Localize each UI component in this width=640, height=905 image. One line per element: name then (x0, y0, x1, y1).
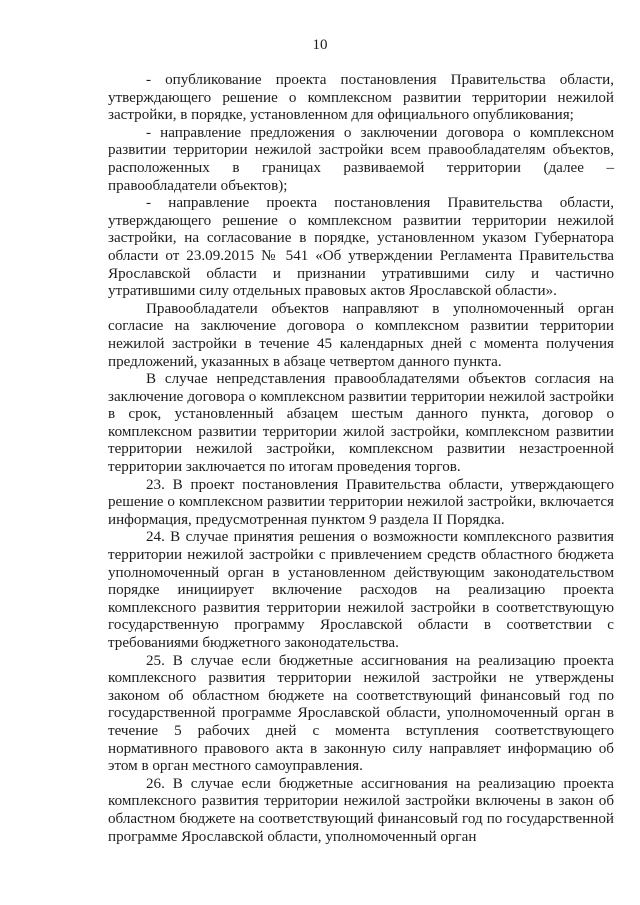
paragraph-proposal-item: - направление предложения о заключении договора о комплексном развитии территории нежилой застройки всем правообладателям объектов, расположенных в границах развиваемой территории (далее – правообладатели объектов); (108, 124, 614, 194)
paragraph-owners-consent: Правообладатели объектов направляют в уполномоченный орган согласие на заключение договора о комплексном развитии территории нежилой застройки в течение 45 календарных дней с момента получения предложений, указанных в абзаце четвертом данного пункта. (108, 300, 614, 370)
page-number: 10 (312, 37, 328, 53)
paragraph-item-26: 26. В случае если бюджетные ассигнования на реализацию проекта комплексного развития территории нежилой застройки включены в закон об областном бюджете на соответствующий финансовый год по государственной программе Ярославской области, уполномоченный орган (108, 775, 614, 845)
paragraph-item-25: 25. В случае если бюджетные ассигнования на реализацию проекта комплексного развития территории нежилой застройки не утверждены законом об областном бюджете на соответствующий финансовый год по государственной программе Ярославской области, уполномоченный орган в течение 5 рабочих дней с момента вступления соответствующего нормативного правового акта в законную силу направляет информацию об этом в орган местного самоуправления. (108, 652, 614, 775)
paragraph-item-24: 24. В случае принятия решения о возможности комплексного развития территории нежилой застройки с привлечением средств областного бюджета уполномоченный орган в установленном действующим законодательством порядке инициирует включение расходов на реализацию проекта комплексного развития территории нежилой застройки в соответствующую государственную программу Ярославской области в соответствии с требованиями бюджетного законодательства. (108, 529, 614, 651)
paragraph-item-23: 23. В проект постановления Правительства области, утверждающего решение о комплексном развитии территории нежилой застройки, включается информация, предусмотренная пунктом 9 раздела II Порядка. (108, 476, 614, 528)
paragraph-approval-item: - направление проекта постановления Правительства области, утверждающего решение о комплексном развитии территории нежилой застройки, на согласование в порядке, установленном указом Губернатора области от 23.09.2015 № 541 «Об утверждении Регламента Правительства Ярославской области и признании утратившими силу и частично утратившими силу отдельных правовых актов Ярославской области». (108, 195, 614, 300)
document-body (108, 72, 614, 846)
paragraph-no-consent: В случае непредставления правообладателями объектов согласия на заключение договора о комплексном развитии территории нежилой застройки в срок, установленный абзацем шестым данного пункта, договор о комплексном развитии территории жилой застройки, комплексном развитии территории нежилой застройки, комплексном развитии незастроенной территории заключается по итогам проведения торгов. (108, 371, 614, 476)
paragraph-publication-item: - опубликование проекта постановления Правительства области, утверждающего решение о комплексном развитии территории нежилой застройки, в порядке, установленном для официального опубликования; (108, 72, 614, 124)
